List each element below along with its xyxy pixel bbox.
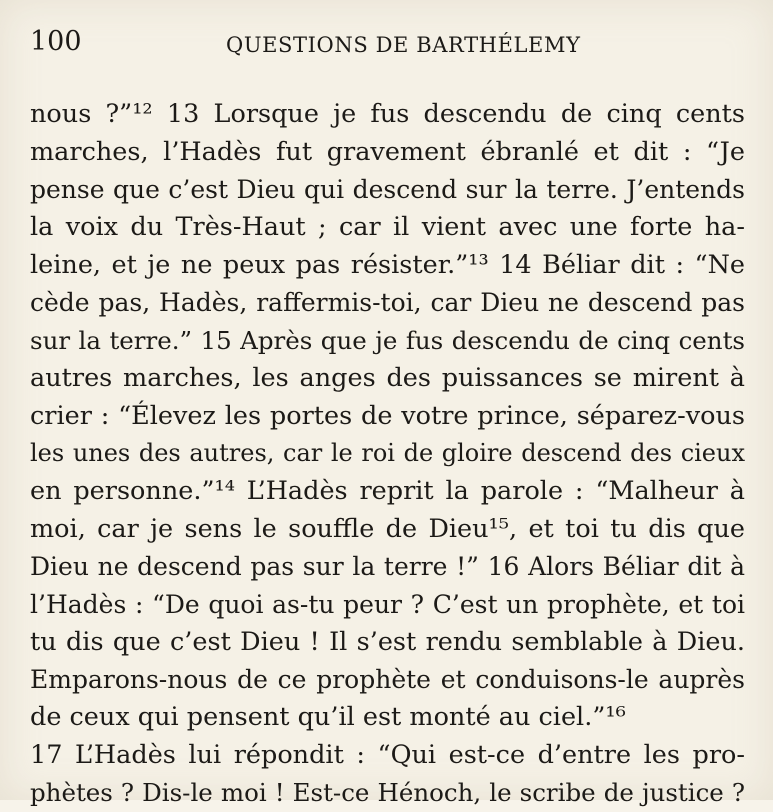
running-head bbox=[30, 26, 745, 66]
running-title: QUESTIONS DE BARTHÉLEMY bbox=[226, 33, 581, 57]
text-line: leine, et je ne peux pas résister.”¹³ 14 Béliar dit : “Ne bbox=[30, 249, 745, 280]
page-number: 100 bbox=[30, 26, 82, 57]
text-line: crier : “Élevez les portes de votre prince, séparez-vous bbox=[30, 400, 745, 431]
text-line: de ceux qui pensent qu’il est monté au ciel.”¹⁶ bbox=[30, 702, 626, 732]
text-line: cède pas, Hadès, raffermis-toi, car Dieu ne descend pas bbox=[30, 288, 745, 318]
text-line: sur la terre.” 15 Après que je fus descendu de cinq cents bbox=[30, 326, 745, 356]
text-line: moi, car je sens le souffle de Dieu¹⁵, et toi tu dis que bbox=[30, 513, 745, 544]
text-line: tu dis que c’est Dieu ! Il s’est rendu semblable à Dieu. bbox=[30, 626, 745, 657]
text-line: la voix du Très-Haut ; car il vient avec une forte ha- bbox=[30, 212, 745, 243]
text-line: les unes des autres, car le roi de gloire descend des cieux bbox=[30, 439, 745, 468]
text-line: nous ?”¹² 13 Lorsque je fus descendu de cinq cents bbox=[30, 99, 745, 129]
text-line: marches, l’Hadès fut gravement ébranlé et dit : “Je bbox=[30, 136, 745, 167]
text-line: Dieu ne descend pas sur la terre !” 16 Alors Béliar dit à bbox=[30, 552, 745, 582]
text-line: en personne.”¹⁴ L’Hadès reprit la parole : “Malheur à bbox=[30, 475, 745, 506]
text-line: l’Hadès : “De quoi as-tu peur ? C’est un prophète, et toi bbox=[30, 589, 745, 619]
text-line: 17 L’Hadès lui répondit : “Qui est-ce d’entre les pro- bbox=[30, 739, 745, 770]
body-text bbox=[30, 96, 745, 812]
text-line: phètes ? Dis-le moi ! Est-ce Hénoch, le scribe de justice ? bbox=[30, 778, 745, 808]
text-line: pense que c’est Dieu qui descend sur la terre. J’entends bbox=[30, 175, 745, 205]
text-line: autres marches, les anges des puissances se mirent à bbox=[30, 362, 745, 393]
text-line: Emparons-nous de ce prophète et conduisons-le auprès bbox=[30, 665, 745, 695]
